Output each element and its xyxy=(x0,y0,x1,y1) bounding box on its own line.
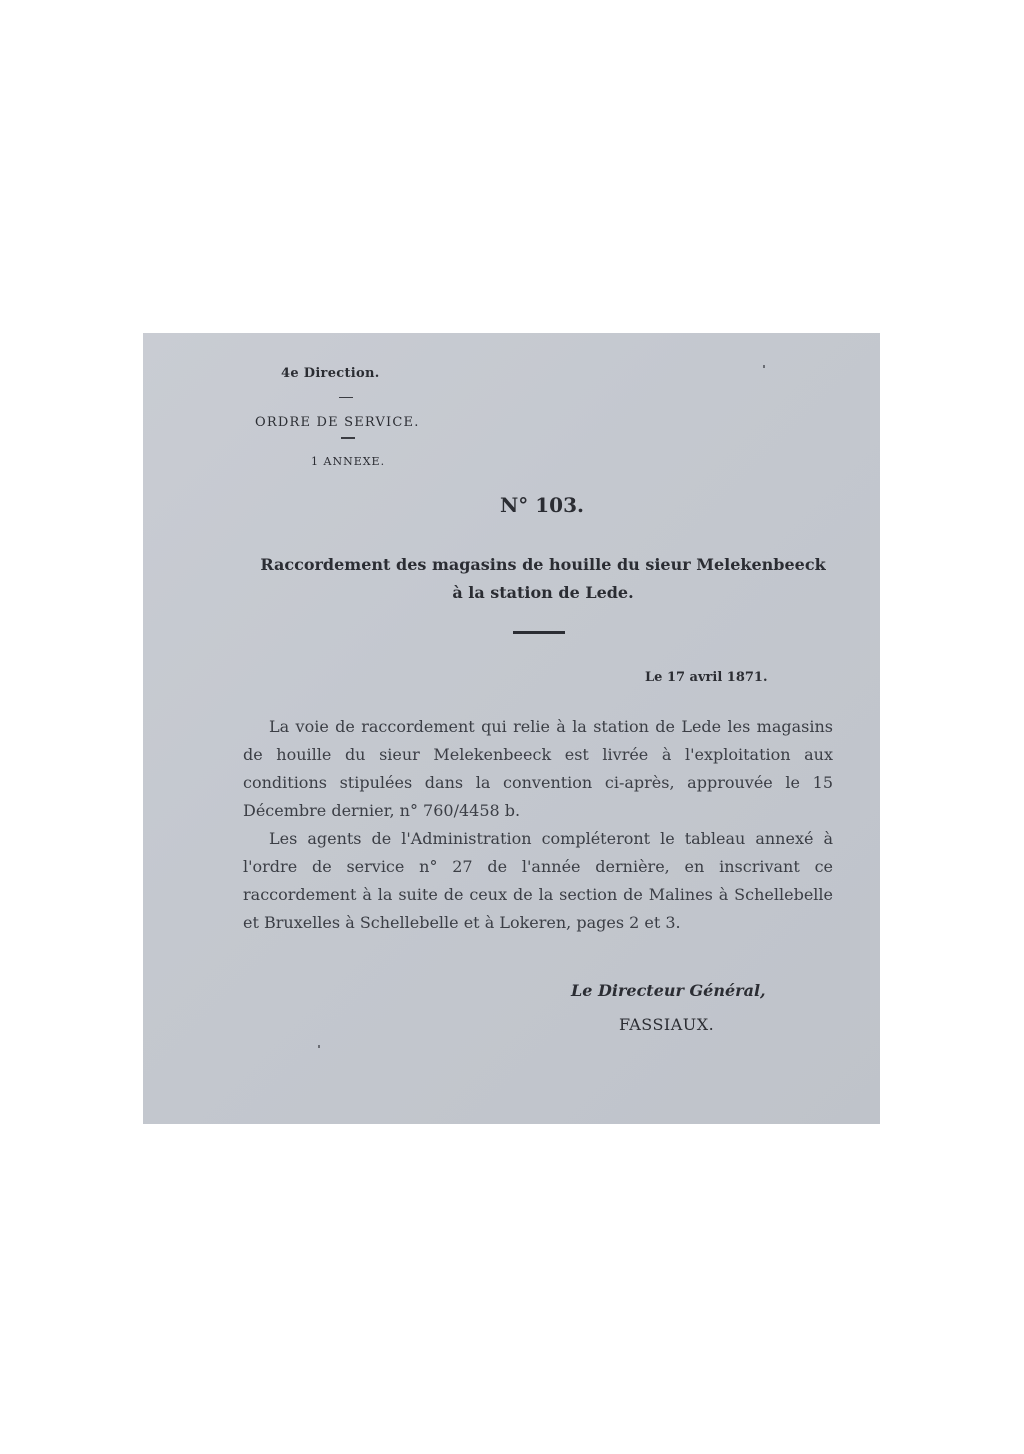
scanned-document xyxy=(143,333,880,1124)
title-line: à la station de Lede. xyxy=(452,583,634,602)
separator-dash xyxy=(341,437,355,439)
document-date: Le 17 avril 1871. xyxy=(645,670,768,685)
body-paragraph: Les agents de l'Administration compléteront le tableau annexé à l'ordre de service n° 27 de l'année dernière, en inscrivant ce raccordement à la suite de ceux de la section de Malines à Schellebelle et Bruxelles à Schellebelle et à Lokeren, pages 2 et 3. xyxy=(243,829,833,932)
title-line: Raccordement des magasins de houille du sieur Melekenbeeck xyxy=(260,555,826,574)
paper-speck xyxy=(318,1045,320,1048)
title-rule xyxy=(513,631,565,634)
direction-heading: 4e Direction. xyxy=(281,366,380,381)
paper-speck xyxy=(763,365,765,368)
separator-dash xyxy=(339,397,353,398)
signature-title: Le Directeur Général, xyxy=(571,981,766,1000)
signature-name: FASSIAUX. xyxy=(619,1015,715,1034)
annex-label: 1 ANNEXE. xyxy=(311,455,386,468)
order-type-heading: ORDRE DE SERVICE. xyxy=(255,415,420,430)
document-body xyxy=(243,713,833,937)
order-number: N° 103. xyxy=(500,493,584,517)
body-paragraph: La voie de raccordement qui relie à la station de Lede les magasins de houille du sieur Melekenbeeck est livrée à l'exploitation aux conditions stipulées dans la convention ci-après, approuvée le 15 Décembre dernier, n° 760/4458 b. xyxy=(243,717,833,820)
document-title xyxy=(243,551,843,607)
